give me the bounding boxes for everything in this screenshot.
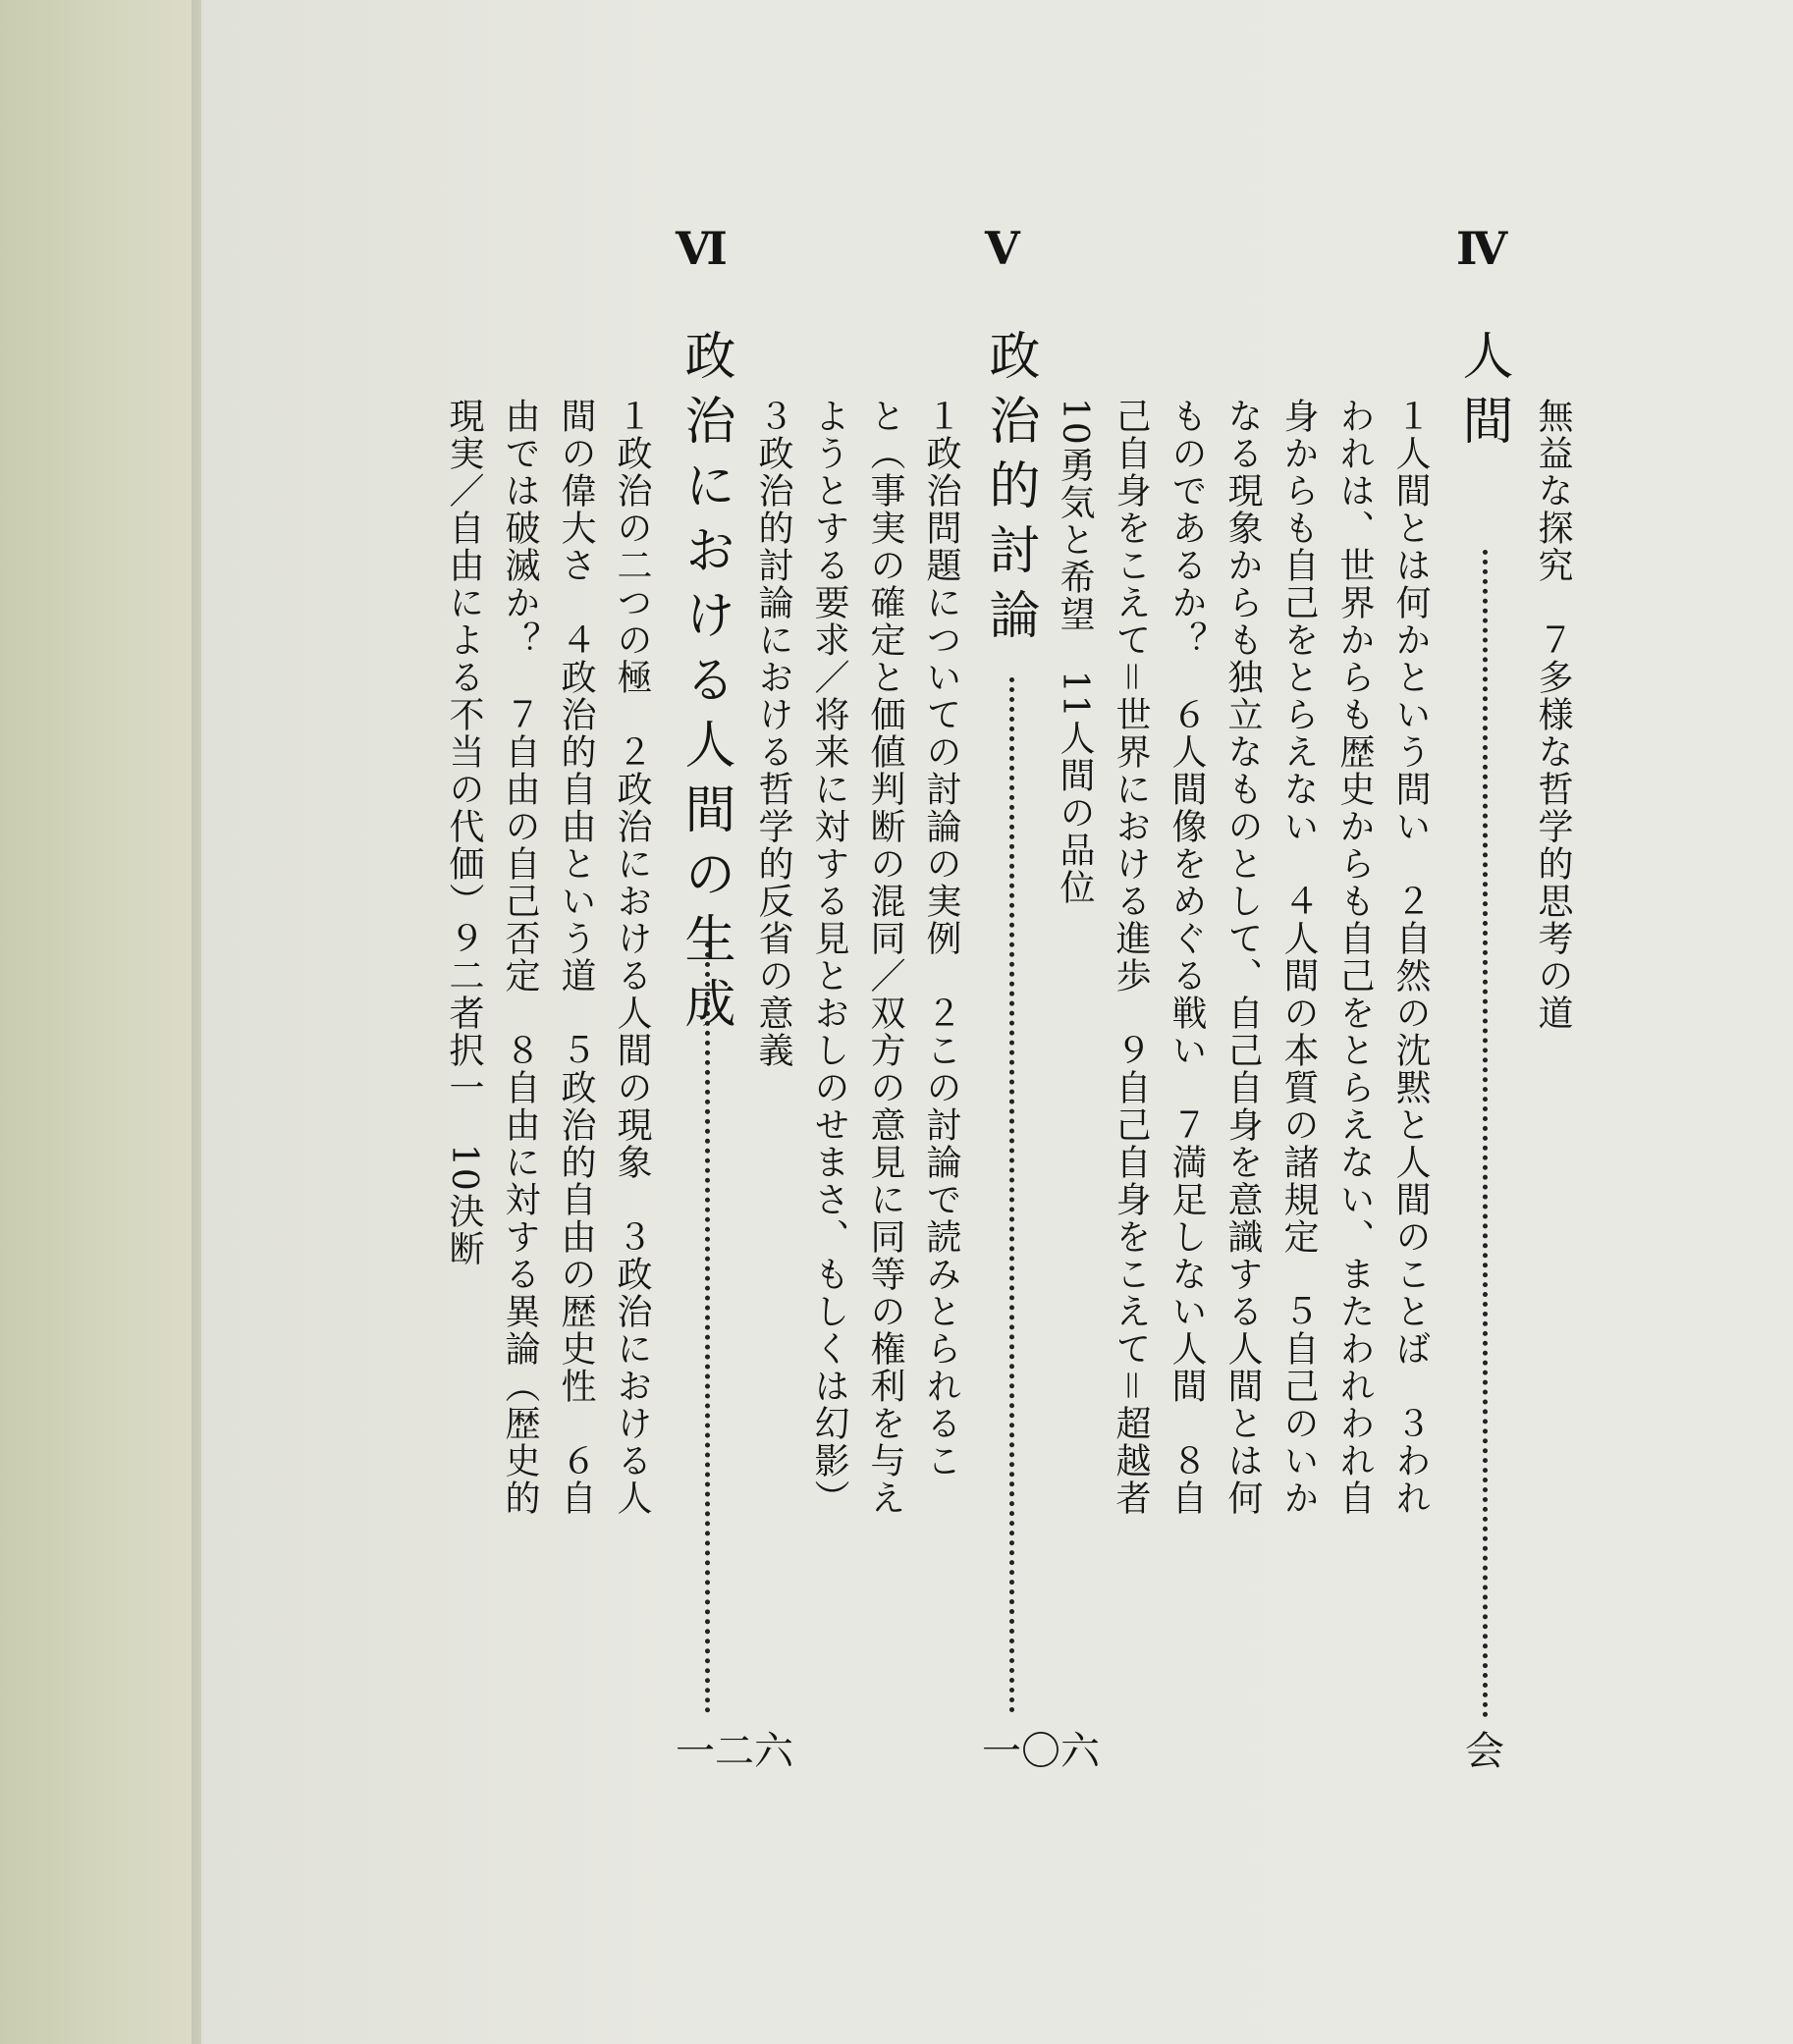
toc-line: １政治問題についての討論の実例 ２この討論で読みとられるこ	[921, 398, 961, 1479]
toc-line: １政治の二つの極 ２政治における人間の現象 ３政治における人	[612, 398, 652, 1517]
section-title-6: 政治における人間の生成	[676, 329, 734, 1042]
page-gutter	[0, 0, 201, 2044]
page-number-4: 会	[1465, 1729, 1504, 1774]
toc-line: 間の偉大さ ４政治的自由という道 ５政治的自由の歴史性 ６自	[556, 398, 596, 1517]
section-title-4: 人間	[1453, 329, 1512, 458]
section-title-5: 政治的討論	[980, 329, 1039, 653]
dot-leader-4	[1483, 550, 1488, 1718]
toc-line: 10勇気と希望 11人間の品位	[1055, 398, 1095, 906]
dot-leader-6	[705, 942, 710, 1713]
page-number-6: 一二六	[676, 1729, 793, 1774]
section-numeral-4: Ⅳ	[1456, 222, 1508, 275]
toc-line: 無益な探究 ７多様な哲学的思考の道	[1533, 398, 1573, 1032]
dot-leader-5	[1009, 677, 1014, 1713]
toc-line: なる現象からも独立なものとして、自己自身を意識する人間とは何	[1222, 398, 1263, 1517]
toc-line: 由では破滅か？ ７自由の自己否定 ８自由に対する異論（歴史的	[500, 398, 540, 1517]
toc-line: ものであるか？ ６人間像をめぐる戦い ７満足しない人間 ８自	[1167, 398, 1207, 1517]
page-number-5: 一〇六	[982, 1729, 1100, 1774]
toc-line: １人間とは何かという問い ２自然の沈黙と人間のことば ３われ	[1390, 398, 1431, 1517]
toc-line: 現実／自由による不当の代価）９二者択一 10決断	[444, 398, 484, 1267]
section-numeral-6: Ⅵ	[676, 222, 728, 275]
section-numeral-5: Ⅴ	[985, 222, 1020, 275]
toc-line: と（事実の確定と価値判断の混同／双方の意見に同等の権利を与え	[865, 398, 905, 1517]
toc-line: ようとする要求／将来に対する見とおしのせまさ、もしくは幻影）	[809, 398, 849, 1517]
toc-line: 己自身をこえて＝世界における進歩 ９自己自身をこえて＝超越者	[1111, 398, 1151, 1517]
toc-line: 身からも自己をとらえない ４人間の本質の諸規定 ５自己のいか	[1278, 398, 1319, 1517]
toc-line: ３政治的討論における哲学的反省の意義	[753, 398, 793, 1069]
toc-line: われは、世界からも歴史からも自己をとらえない、またわれわれ自	[1334, 398, 1375, 1517]
